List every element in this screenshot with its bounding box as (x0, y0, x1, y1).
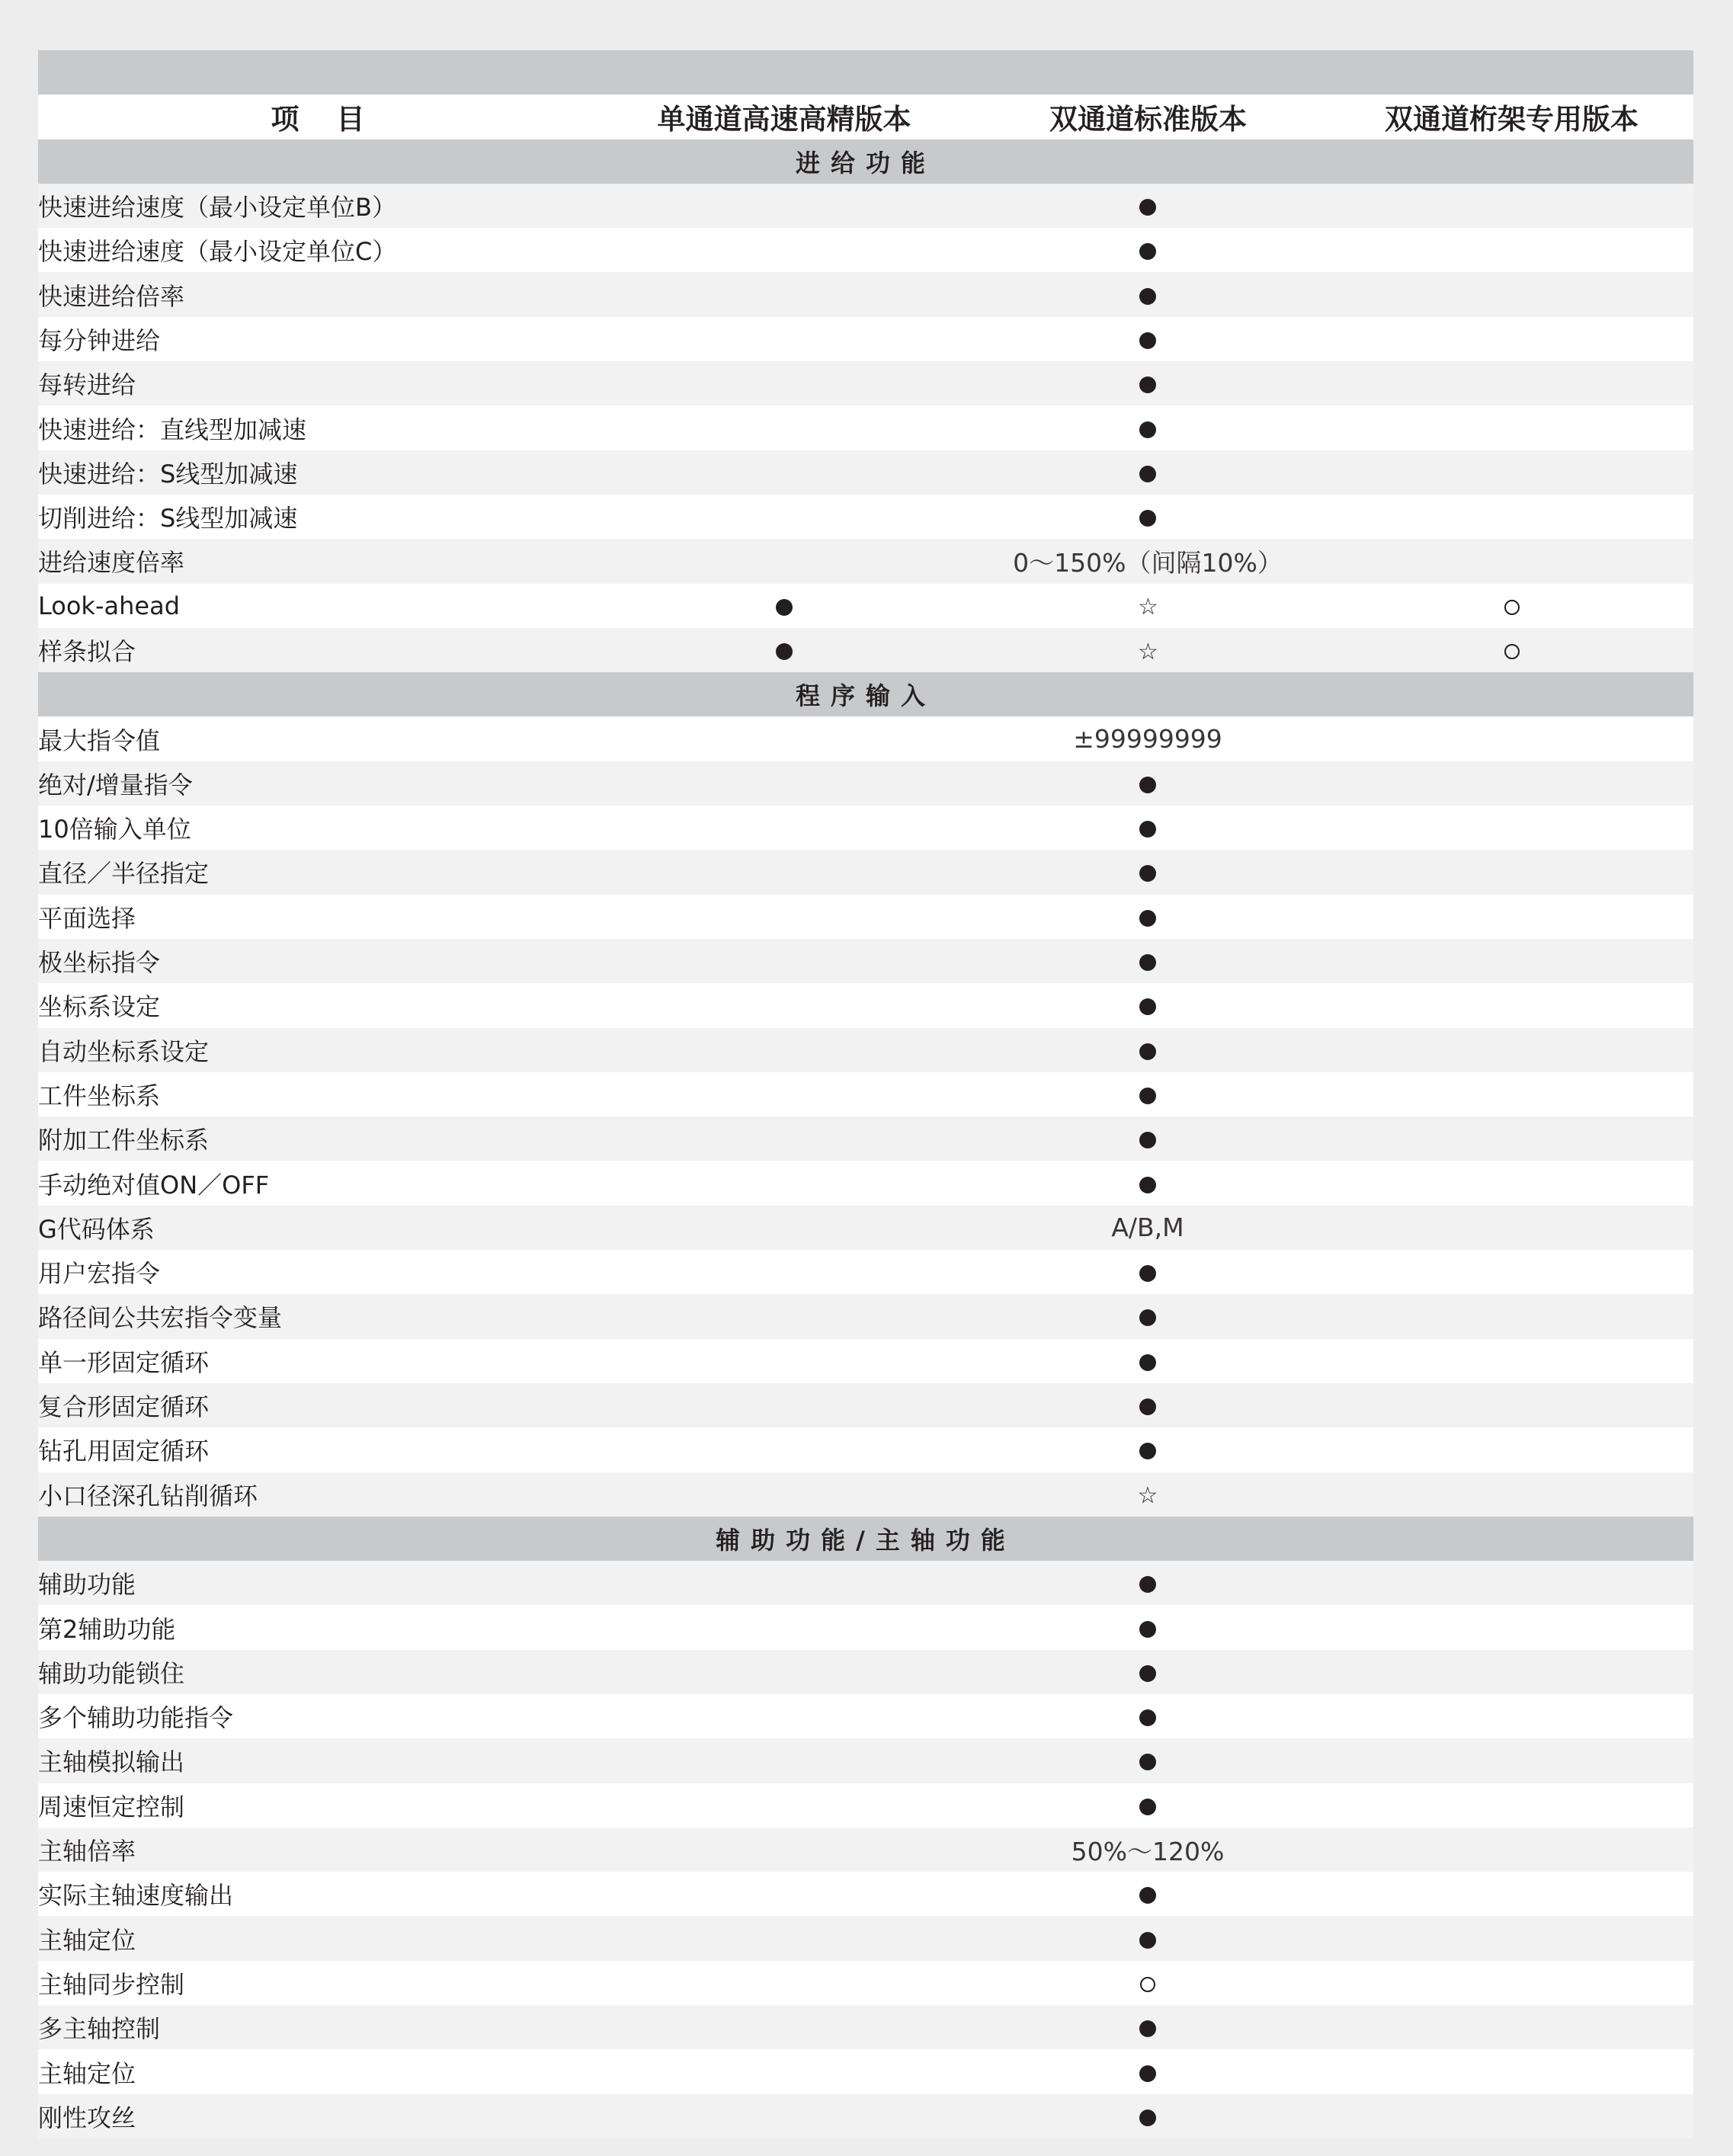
feature-label: 多主轴控制 (38, 2005, 602, 2049)
feature-label: 复合形固定循环 (38, 1383, 602, 1427)
feature-label: 极坐标指令 (38, 939, 602, 983)
feature-label: 用户宏指令 (38, 1250, 602, 1294)
feature-label: 多个辅助功能指令 (38, 1694, 602, 1738)
feature-label: 快速进给：S线型加减速 (38, 450, 602, 495)
feature-label: 主轴同步控制 (38, 1961, 602, 2005)
standard-dot-icon (1139, 510, 1156, 527)
feature-label: 快速进给倍率 (38, 272, 602, 316)
table-row (38, 584, 1693, 628)
feature-label: 小口径深孔钻削循环 (38, 1472, 602, 1517)
standard-dot-icon (1139, 1443, 1156, 1459)
table-row (38, 1250, 1693, 1294)
standard-dot-icon (1139, 199, 1156, 216)
table-row (38, 1828, 1693, 1872)
standard-dot-icon (1139, 1576, 1156, 1593)
standard-dot-icon (1139, 1088, 1156, 1104)
table-row (38, 1561, 1693, 1605)
standard-dot-icon (1139, 1754, 1156, 1770)
table-row (38, 1161, 1693, 1205)
section-title: 进给功能 (38, 139, 1693, 184)
feature-label: 自动坐标系设定 (38, 1028, 602, 1072)
header-row (38, 95, 1693, 139)
table-row (38, 1472, 1693, 1517)
optional-star-icon: ☆ (1138, 638, 1158, 665)
standard-dot-icon (1139, 466, 1156, 482)
table-row (38, 895, 1693, 939)
top-bar (38, 50, 1693, 95)
table-row (38, 1738, 1693, 1783)
available-circle-icon (1140, 1977, 1155, 1992)
standard-dot-icon (1139, 865, 1156, 882)
standard-dot-icon (1139, 421, 1156, 438)
standard-dot-icon (776, 599, 793, 616)
table-row (38, 272, 1693, 316)
value-text: A/B,M (1111, 1213, 1184, 1243)
standard-dot-icon (1139, 2110, 1156, 2126)
feature-label: 10倍输入单位 (38, 806, 602, 850)
section-header (38, 1517, 1693, 1561)
standard-dot-icon (1139, 332, 1156, 349)
feature-label: G代码体系 (38, 1206, 602, 1250)
feature-label: 主轴定位 (38, 2049, 602, 2094)
table-row (38, 1650, 1693, 1694)
table-row (38, 1605, 1693, 1649)
table-row (38, 1961, 1693, 2005)
standard-dot-icon (1139, 288, 1156, 305)
table-row (38, 1028, 1693, 1072)
table-row (38, 405, 1693, 450)
standard-dot-icon (1139, 910, 1156, 927)
standard-dot-icon (1139, 998, 1156, 1015)
table-row (38, 184, 1693, 228)
table-row (38, 1383, 1693, 1427)
table-row (38, 1872, 1693, 1916)
value-text: ±99999999 (1073, 724, 1222, 754)
standard-dot-icon (1139, 1398, 1156, 1415)
section-title: 辅助功能/主轴功能 (38, 1517, 1693, 1561)
value-text: 50%～120% (1071, 1836, 1225, 1866)
feature-label: 绝对/增量指令 (38, 761, 602, 806)
feature-label: 坐标系设定 (38, 983, 602, 1027)
feature-label: 主轴定位 (38, 1916, 602, 1960)
standard-dot-icon (1139, 2020, 1156, 2037)
standard-dot-icon (1139, 1887, 1156, 1904)
feature-label: 主轴倍率 (38, 1828, 602, 1872)
table-row (38, 450, 1693, 495)
available-circle-icon (1504, 600, 1520, 615)
table-row (38, 1116, 1693, 1161)
standard-dot-icon (1139, 1932, 1156, 1949)
table-row (38, 716, 1693, 761)
optional-star-icon: ☆ (1137, 1482, 1158, 1510)
table-row (38, 1206, 1693, 1250)
table-row (38, 1072, 1693, 1116)
feature-label: 每分钟进给 (38, 317, 602, 361)
standard-dot-icon (1139, 1043, 1156, 1060)
table-row (38, 1294, 1693, 1338)
feature-label: 路径间公共宏指令变量 (38, 1294, 602, 1338)
feature-label: 实际主轴速度输出 (38, 1872, 602, 1916)
standard-dot-icon (1139, 821, 1156, 838)
table-row (38, 1339, 1693, 1383)
table-row (38, 539, 1693, 583)
table-row (38, 2094, 1693, 2138)
feature-label: 辅助功能 (38, 1561, 602, 1605)
table-row (38, 983, 1693, 1027)
table-row (38, 2049, 1693, 2094)
feature-label: 直径／半径指定 (38, 850, 602, 894)
feature-label: Look-ahead (38, 584, 602, 628)
header-item: 项 目 (38, 95, 602, 139)
optional-star-icon: ☆ (1138, 594, 1158, 621)
feature-label: 主轴模拟输出 (38, 1738, 602, 1783)
table-row (38, 1916, 1693, 1960)
standard-dot-icon (1139, 1665, 1156, 1682)
feature-label: 快速进给速度（最小设定单位B） (38, 184, 602, 228)
standard-dot-icon (1139, 1799, 1156, 1815)
table-row (38, 361, 1693, 405)
standard-dot-icon (1139, 243, 1156, 260)
feature-label: 刚性攻丝 (38, 2094, 602, 2138)
feature-label: 钻孔用固定循环 (38, 1427, 602, 1472)
standard-dot-icon (1139, 2065, 1156, 2082)
table-row (38, 1427, 1693, 1472)
standard-dot-icon (1139, 1177, 1156, 1193)
available-circle-icon (1504, 644, 1520, 659)
feature-label: 手动绝对值ON／OFF (38, 1161, 602, 1205)
table-row (38, 1694, 1693, 1738)
feature-label: 最大指令值 (38, 716, 602, 761)
standard-dot-icon (1139, 1265, 1156, 1282)
table-row (38, 1783, 1693, 1828)
standard-dot-icon (1139, 1354, 1156, 1371)
table-row (38, 761, 1693, 806)
section-title: 程序输入 (38, 672, 1693, 716)
standard-dot-icon (1139, 1621, 1156, 1638)
standard-dot-icon (1139, 1709, 1156, 1726)
standard-dot-icon (1139, 954, 1156, 971)
feature-label: 第2辅助功能 (38, 1605, 602, 1649)
table-row (38, 939, 1693, 983)
table-row (38, 495, 1693, 539)
spec-table-body (38, 50, 1693, 2138)
standard-dot-icon (1139, 1309, 1156, 1326)
feature-label: 样条拟合 (38, 628, 602, 672)
feature-label: 快速进给速度（最小设定单位C） (38, 228, 602, 272)
feature-label: 进给速度倍率 (38, 539, 602, 583)
feature-label: 周速恒定控制 (38, 1783, 602, 1828)
standard-dot-icon (1139, 1132, 1156, 1148)
table-row (38, 850, 1693, 894)
feature-label: 单一形固定循环 (38, 1339, 602, 1383)
feature-label: 平面选择 (38, 895, 602, 939)
spec-table (38, 50, 1693, 2138)
feature-label: 工件坐标系 (38, 1072, 602, 1116)
standard-dot-icon (776, 643, 793, 660)
feature-label: 切削进给：S线型加减速 (38, 495, 602, 539)
table-row (38, 806, 1693, 850)
value-text: 0～150%（间隔10%） (1013, 547, 1283, 578)
table-row (38, 2005, 1693, 2049)
section-header (38, 672, 1693, 716)
feature-label: 辅助功能锁住 (38, 1650, 602, 1694)
feature-label: 快速进给：直线型加减速 (38, 405, 602, 450)
section-header (38, 139, 1693, 184)
table-row (38, 317, 1693, 361)
header-single-channel: 单通道高速高精版本 (602, 95, 966, 139)
table-row (38, 628, 1693, 672)
header-dual-channel: 双通道标准版本 (966, 95, 1330, 139)
feature-label: 附加工件坐标系 (38, 1116, 602, 1161)
table-row (38, 228, 1693, 272)
standard-dot-icon (1139, 376, 1156, 393)
standard-dot-icon (1139, 777, 1156, 793)
header-dual-truss: 双通道桁架专用版本 (1330, 95, 1693, 139)
feature-label: 每转进给 (38, 361, 602, 405)
